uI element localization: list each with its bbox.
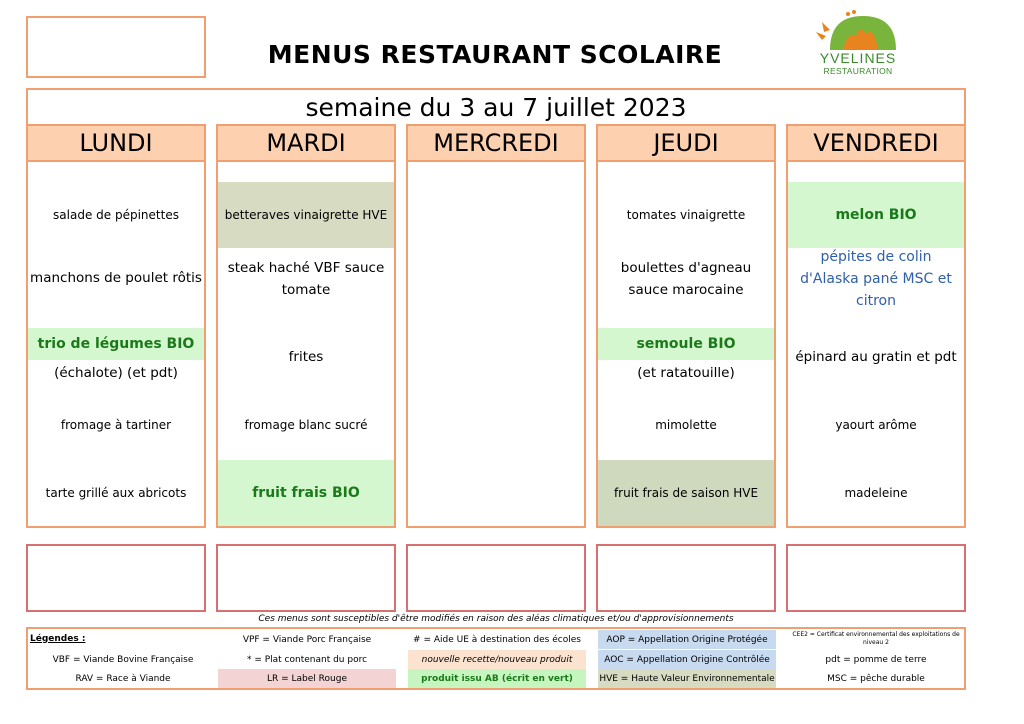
legend-porc: * = Plat contenant du porc: [246, 654, 368, 665]
menu-dessert: fruit frais de saison HVE: [598, 460, 774, 526]
yvelines-logo: [808, 10, 908, 80]
menu-plat: manchons de poulet rôtis: [30, 270, 202, 286]
legend-msc: MSC = pêche durable: [827, 673, 925, 684]
empty-cell: [26, 544, 206, 612]
legend-cee2: CEE2 = Certificat environnemental des exploitations de niveau 2: [792, 630, 960, 646]
disclaimer-note: Ces menus sont susceptibles d'être modifiés en raison des aléas climatiques et/ou d'approvisionnements: [258, 614, 734, 624]
menu-garniture: épinard au gratin et pdt: [795, 349, 957, 365]
day-header: JEUDI: [598, 126, 774, 162]
empty-cell: [786, 544, 966, 612]
legend-aoc: AOC = Appellation Origine Contrôlée: [598, 650, 776, 669]
menu-garniture: frites: [288, 349, 324, 365]
blank-header-box: [26, 16, 206, 78]
legend-ab: produit issu AB (écrit en vert): [408, 669, 586, 688]
menu-garniture-bio: semoule BIO: [598, 328, 774, 360]
day-column-mardi: [216, 124, 396, 528]
legend-box: [26, 627, 966, 690]
menu-entree: melon BIO: [788, 182, 964, 248]
menu-entree: betteraves vinaigrette HVE: [218, 182, 394, 248]
day-column-jeudi: [596, 124, 776, 528]
legend-lr: LR = Label Rouge: [218, 669, 396, 688]
empty-cell: [406, 544, 586, 612]
day-column-lundi: [26, 124, 206, 528]
menu-dessert: fruit frais BIO: [218, 460, 394, 526]
menu-garniture-sub: (et ratatouille): [637, 365, 735, 381]
legend-nouvelle: nouvelle recette/nouveau produit: [408, 650, 586, 669]
day-column-mercredi: [406, 124, 586, 528]
menu-garniture: [28, 322, 204, 392]
menu-entree: salade de pépinettes: [53, 208, 179, 222]
day-header: LUNDI: [28, 126, 204, 162]
menu-dessert: madeleine: [844, 486, 908, 500]
menu-garniture: [598, 322, 774, 392]
logo-emblem-icon: [808, 10, 908, 52]
menu-laitage: yaourt arôme: [835, 418, 917, 432]
page-title: MENUS RESTAURANT SCOLAIRE: [267, 40, 723, 69]
legend-title: Légendes :: [30, 633, 86, 644]
menu-garniture-bio: trio de légumes BIO: [28, 328, 204, 360]
menu-dessert: tarte grillé aux abricots: [45, 486, 187, 500]
empty-cell: [596, 544, 776, 612]
week-banner: semaine du 3 au 7 juillet 2023: [26, 88, 966, 124]
legend-pdt: pdt = pomme de terre: [825, 654, 927, 665]
day-column-vendredi: [786, 124, 966, 528]
legend-rav: RAV = Race à Viande: [75, 673, 171, 684]
menu-plat: pépites de colin d'Alaska pané MSC et citron: [800, 249, 952, 309]
menu-laitage: mimolette: [655, 418, 717, 432]
legend-hve: HVE = Haute Valeur Environnementale: [598, 669, 776, 688]
empty-cell: [216, 544, 396, 612]
menu-plat: steak haché VBF sauce tomate: [227, 260, 385, 298]
day-header: MARDI: [218, 126, 394, 162]
legend-aide: # = Aide UE à destination des écoles: [413, 634, 581, 645]
logo-line-1: YVELINES: [819, 50, 897, 66]
menu-laitage: fromage blanc sucré: [244, 418, 368, 432]
day-header: MERCREDI: [408, 126, 584, 162]
menu-laitage: fromage à tartiner: [60, 418, 172, 432]
logo-line-2: RESTAURATION: [823, 66, 893, 76]
day-header: VENDREDI: [788, 126, 964, 162]
menu-plat: boulettes d'agneau sauce marocaine: [620, 260, 752, 298]
legend-aop: AOP = Appellation Origine Protégée: [598, 630, 776, 649]
menu-entree: tomates vinaigrette: [626, 208, 746, 222]
legend-vbf: VBF = Viande Bovine Française: [52, 654, 194, 665]
menu-garniture-sub: (échalote) (et pdt): [54, 365, 178, 381]
legend-vpf: VPF = Viande Porc Française: [242, 634, 372, 645]
